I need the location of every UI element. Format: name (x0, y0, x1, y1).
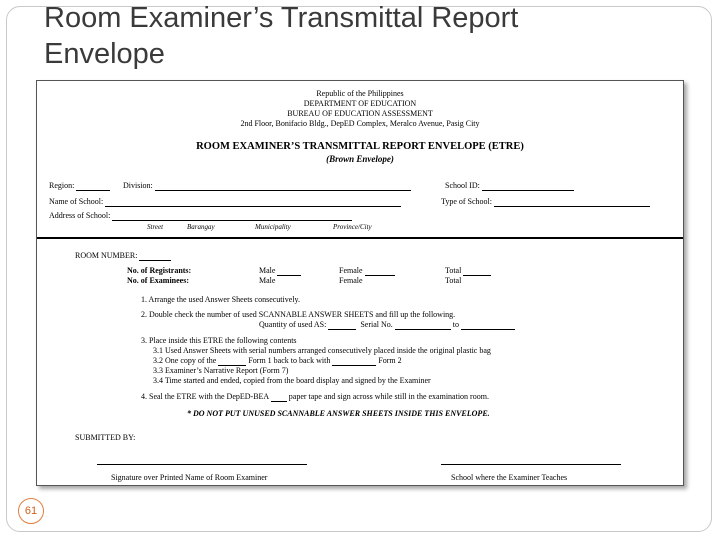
warning-text: * DO NOT PUT UNUSED SCANNABLE ANSWER SHEETS INSIDE THIS ENVELOPE. (187, 409, 490, 418)
form-subtitle: (Brown Envelope) (326, 154, 394, 164)
step-3: 3. Place inside this ETRE the following contents (141, 336, 297, 345)
slide-title-line1: Room Examiner’s Transmittal Report (44, 2, 519, 34)
submitted-by-label: SUBMITTED BY: (75, 433, 136, 442)
page-number-badge: 61 (18, 498, 44, 524)
step-2-quantity: Quantity of used AS: Serial No. to (259, 320, 515, 330)
step-3-3: 3.3 Examiner’s Narrative Report (Form 7) (153, 366, 289, 375)
school-id-field: School ID: (445, 181, 574, 191)
header-department: DEPARTMENT OF EDUCATION (303, 99, 417, 108)
region-field: Region: (49, 181, 110, 191)
registrants-total: Total (445, 266, 491, 276)
step-1: 1. Arrange the used Answer Sheets consecutively. (141, 295, 300, 304)
step-4: 4. Seal the ETRE with the DepED-BEA paper tape and sign across while still in the examination room. (141, 392, 489, 401)
label-municipality: Municipality (255, 223, 291, 231)
header-address: 2nd Floor, Bonifacio Bldg., DepED Complex, Meralco Avenue, Pasig City (240, 119, 480, 128)
step-3-4: 3.4 Time started and ended, copied from the board display and signed by the Examiner (153, 376, 431, 385)
label-barangay: Barangay (187, 223, 215, 231)
signature-line (97, 464, 307, 465)
registrants-male: Male (259, 266, 301, 276)
examinees-total: Total (445, 276, 462, 285)
step-3-1: 3.1 Used Answer Sheets with serial numbers arranged consecutively placed inside the original plastic bag (153, 346, 491, 355)
form-title: ROOM EXAMINER’S TRANSMITTAL REPORT ENVELOPE (ETRE) (196, 141, 524, 152)
header-bureau: BUREAU OF EDUCATION ASSESSMENT (287, 109, 433, 118)
division-field: Division: (123, 181, 411, 191)
step-3-2: 3.2 One copy of the Form 1 back to back with Form 2 (153, 356, 402, 365)
label-province: Province/City (333, 223, 372, 231)
signature-label: Signature over Printed Name of Room Examiner (111, 473, 268, 482)
examinees-male: Male (259, 276, 276, 285)
school-teaches-label: School where the Examiner Teaches (451, 473, 568, 482)
step-2: 2. Double check the number of used SCANNABLE ANSWER SHEETS and fill up the following. (141, 310, 456, 319)
type-of-school-field: Type of School: (441, 197, 650, 207)
school-name-field: Name of School: (49, 197, 401, 207)
section-divider (37, 237, 683, 239)
examinees-female: Female (339, 276, 363, 285)
registrants-label: No. of Registrants: (127, 266, 192, 275)
envelope-form-image (36, 80, 684, 486)
header-republic: Republic of the Philippines (316, 89, 404, 98)
label-street: Street (147, 223, 164, 231)
registrants-female: Female (339, 266, 395, 276)
slide-title (44, 0, 518, 72)
room-number-field: ROOM NUMBER: (75, 251, 171, 261)
address-field: Address of School: (49, 211, 352, 221)
examinees-label: No. of Examinees: (127, 276, 189, 285)
school-line (441, 464, 621, 465)
slide-title-line2: Envelope (44, 38, 165, 70)
